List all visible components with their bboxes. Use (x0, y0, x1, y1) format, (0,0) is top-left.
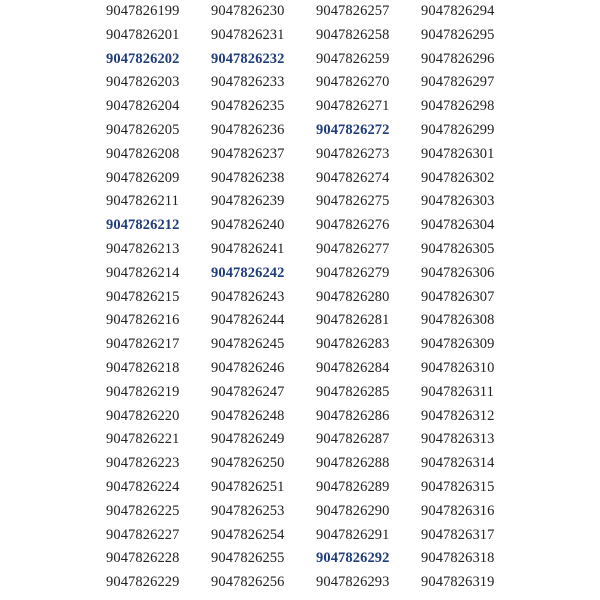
phone-number: 9047826240 (211, 217, 285, 234)
phone-number: 9047826245 (211, 336, 285, 353)
phone-number: 9047826225 (106, 502, 180, 519)
phone-number: 9047826285 (316, 383, 390, 400)
phone-number: 9047826215 (106, 288, 180, 305)
phone-number: 9047826208 (106, 145, 180, 162)
phone-number: 9047826229 (106, 574, 180, 591)
number-column-2 (211, 0, 285, 595)
phone-number: 9047826270 (316, 74, 390, 91)
highlighted-phone-number: 9047826242 (211, 264, 285, 281)
phone-number: 9047826314 (421, 455, 495, 472)
phone-number: 9047826199 (106, 3, 180, 19)
phone-number: 9047826303 (421, 193, 495, 210)
phone-number: 9047826299 (421, 121, 495, 138)
phone-number: 9047826309 (421, 336, 495, 353)
phone-number: 9047826302 (421, 169, 495, 186)
phone-number: 9047826301 (421, 145, 495, 162)
phone-number: 9047826259 (316, 50, 390, 67)
phone-number: 9047826219 (106, 383, 180, 400)
highlighted-phone-number: 9047826232 (211, 50, 285, 67)
highlighted-phone-number: 9047826292 (316, 550, 390, 567)
phone-number: 9047826257 (316, 3, 390, 19)
highlighted-phone-number: 9047826272 (316, 121, 390, 138)
phone-number: 9047826213 (106, 240, 180, 257)
phone-number: 9047826310 (421, 359, 495, 376)
number-column-4 (421, 0, 495, 595)
phone-number: 9047826237 (211, 145, 285, 162)
phone-number: 9047826304 (421, 217, 495, 234)
phone-number: 9047826228 (106, 550, 180, 567)
phone-number: 9047826227 (106, 526, 180, 543)
phone-number: 9047826217 (106, 336, 180, 353)
phone-number: 9047826220 (106, 407, 180, 424)
phone-number: 9047826290 (316, 502, 390, 519)
phone-number: 9047826247 (211, 383, 285, 400)
phone-number: 9047826224 (106, 478, 180, 495)
phone-number: 9047826246 (211, 359, 285, 376)
phone-number: 9047826281 (316, 312, 390, 329)
phone-number: 9047826256 (211, 574, 285, 591)
phone-number: 9047826317 (421, 526, 495, 543)
phone-number: 9047826288 (316, 455, 390, 472)
phone-number: 9047826223 (106, 455, 180, 472)
phone-number: 9047826279 (316, 264, 390, 281)
phone-number: 9047826243 (211, 288, 285, 305)
phone-number: 9047826280 (316, 288, 390, 305)
number-column-1 (106, 0, 180, 595)
phone-number: 9047826289 (316, 478, 390, 495)
phone-number: 9047826311 (421, 383, 494, 400)
phone-number: 9047826205 (106, 121, 180, 138)
phone-number: 9047826308 (421, 312, 495, 329)
phone-number: 9047826239 (211, 193, 285, 210)
phone-number: 9047826315 (421, 478, 495, 495)
phone-number: 9047826251 (211, 478, 285, 495)
phone-number: 9047826241 (211, 240, 285, 257)
phone-number: 9047826244 (211, 312, 285, 329)
phone-number: 9047826319 (421, 574, 495, 591)
phone-number: 9047826296 (421, 50, 495, 67)
phone-number: 9047826221 (106, 431, 180, 448)
phone-number: 9047826275 (316, 193, 390, 210)
number-column-3 (316, 0, 390, 595)
phone-number: 9047826250 (211, 455, 285, 472)
phone-number: 9047826294 (421, 3, 495, 19)
phone-number: 9047826209 (106, 169, 180, 186)
phone-number: 9047826273 (316, 145, 390, 162)
phone-number: 9047826249 (211, 431, 285, 448)
phone-number: 9047826231 (211, 26, 285, 43)
phone-number: 9047826236 (211, 121, 285, 138)
phone-number: 9047826291 (316, 526, 390, 543)
phone-number: 9047826253 (211, 502, 285, 519)
phone-number: 9047826283 (316, 336, 390, 353)
phone-number: 9047826214 (106, 264, 180, 281)
phone-number: 9047826297 (421, 74, 495, 91)
phone-number: 9047826305 (421, 240, 495, 257)
phone-number: 9047826216 (106, 312, 180, 329)
phone-number: 9047826218 (106, 359, 180, 376)
phone-number: 9047826201 (106, 26, 180, 43)
phone-number: 9047826286 (316, 407, 390, 424)
phone-number: 9047826271 (316, 98, 390, 115)
phone-number: 9047826204 (106, 98, 180, 115)
phone-number: 9047826318 (421, 550, 495, 567)
phone-number: 9047826295 (421, 26, 495, 43)
phone-number: 9047826293 (316, 574, 390, 591)
phone-number: 9047826306 (421, 264, 495, 281)
phone-number: 9047826230 (211, 3, 285, 19)
phone-number: 9047826258 (316, 26, 390, 43)
highlighted-phone-number: 9047826212 (106, 217, 180, 234)
phone-number: 9047826274 (316, 169, 390, 186)
phone-number: 9047826203 (106, 74, 180, 91)
phone-number: 9047826235 (211, 98, 285, 115)
phone-number: 9047826277 (316, 240, 390, 257)
phone-number: 9047826298 (421, 98, 495, 115)
highlighted-phone-number: 9047826202 (106, 50, 180, 67)
phone-number: 9047826238 (211, 169, 285, 186)
phone-number: 9047826307 (421, 288, 495, 305)
phone-number: 9047826254 (211, 526, 285, 543)
phone-number: 9047826248 (211, 407, 285, 424)
phone-number: 9047826316 (421, 502, 495, 519)
phone-number: 9047826255 (211, 550, 285, 567)
phone-number: 9047826211 (106, 193, 179, 210)
phone-number: 9047826276 (316, 217, 390, 234)
phone-number: 9047826287 (316, 431, 390, 448)
phone-number: 9047826284 (316, 359, 390, 376)
phone-number: 9047826312 (421, 407, 495, 424)
phone-number: 9047826313 (421, 431, 495, 448)
phone-number: 9047826233 (211, 74, 285, 91)
